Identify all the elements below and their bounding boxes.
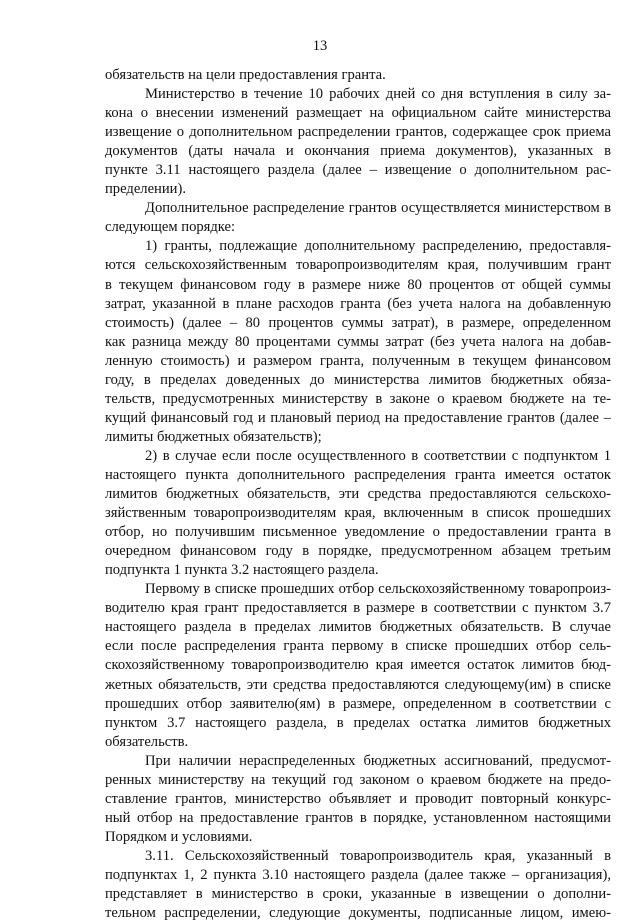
text-line: Первому в списке прошедших отбор сельскохозяйственному товаропроиз- <box>145 581 611 598</box>
paragraph <box>105 66 611 85</box>
text-line: 3.11. Сельскохозяйственный товаропроизводитель края, указанный в <box>145 847 611 864</box>
text-line: пределении). <box>105 181 186 198</box>
text-line: жетных обязательств, эти средства предоставляются следующему(им) в списке <box>105 676 611 693</box>
text-line: подпункта 1 пункта 3.2 настоящего раздела. <box>105 562 379 579</box>
text-line: документов (даты начала и окончания приема документов), указанных в <box>105 143 611 160</box>
text-line: водителю края грант предоставляется в размере в соответствии с пунктом 3.7 <box>105 600 611 617</box>
text-line: стоимость) (далее – 80 процентов суммы затрат), в размере, определенном <box>105 314 611 331</box>
text-line: пункте 3.11 настоящего раздела (далее – извещение о дополнительном рас- <box>105 162 611 179</box>
text-line: в текущем финансовом году в размере ниже 80 процентов от общей суммы <box>105 276 611 293</box>
paragraph <box>105 199 611 237</box>
text-line: году, в пределах доведенных до министерства лимитов бюджетных обяза- <box>105 371 611 388</box>
text-line: 2) в случае если после осуществленного в соответствии с подпунктом 1 <box>145 447 611 464</box>
paragraph <box>105 847 611 923</box>
text-line: ренных министерству на текущий год законом о краевом бюджете на предо- <box>105 771 611 788</box>
text-line: 1) гранты, подлежащие дополнительному распределению, предоставля- <box>145 238 611 255</box>
text-line: Министерство в течение 10 рабочих дней со дня вступления в силу за- <box>145 86 611 103</box>
text-line: ются сельскохозяйственным товаропроизводителям края, получившим грант <box>105 257 611 274</box>
text-line: кущий финансовый год и плановый период на предоставление грантов (далее – <box>105 409 611 426</box>
text-line: подпунктах 1, 2 пункта 3.10 настоящего раздела (далее также – организация), <box>105 866 611 883</box>
paragraph <box>105 85 611 199</box>
text-line: ный отбор на предоставление грантов в порядке, установленном настоящими <box>105 809 611 826</box>
text-line: лимиты бюджетных обязательств); <box>105 428 322 445</box>
text-line: представляет в министерство в сроки, указанные в извещении о дополни- <box>105 886 611 903</box>
text-line: обязательств на цели предоставления гранта. <box>105 67 386 83</box>
paragraph <box>105 237 611 447</box>
text-line: зяйственным товаропроизводителям края, включенным в список прошедших <box>105 505 611 522</box>
paragraph <box>105 580 611 751</box>
text-line: настоящего раздела в пределах лимитов бюджетных обязательств. В случае <box>105 619 611 636</box>
text-line: если после распределения гранта первому в списке прошедших отбор сель- <box>105 638 611 655</box>
text-line: настоящего пункта дополнительного распределения гранта имеется остаток <box>105 466 611 483</box>
text-line: отбор, но получившим письменное уведомление о предоставлении гранта в <box>105 524 611 541</box>
text-line: тельном распределении, следующие документы, подписанные лицом, имею- <box>105 905 611 922</box>
text-line: лимитов бюджетных обязательств, эти средства предоставляются сельскохо- <box>105 486 611 503</box>
document-body <box>105 66 611 923</box>
text-line: обязательств. <box>105 733 189 750</box>
paragraph <box>105 752 611 847</box>
text-line: Порядком и условиями. <box>105 828 253 845</box>
text-line: кона о внесении изменений размещает на официальном сайте министерства <box>105 105 611 122</box>
text-line: затрат, указанной в плане расходов гранта (без учета налога на добавленную <box>105 295 611 312</box>
text-line: Дополнительное распределение грантов осуществляется министерством в <box>145 200 611 217</box>
paragraph <box>105 447 611 580</box>
text-line: ставление грантов, министерство объявляет и проводит повторный конкурс- <box>105 790 611 807</box>
text-line: При наличии нераспределенных бюджетных ассигнований, предусмот- <box>145 752 611 769</box>
text-line: извещение о дополнительном распределении грантов, содержащее срок приема <box>105 124 611 141</box>
text-line: ленную стоимость) и размером гранта, полученным в текущем финансовом <box>105 352 611 369</box>
text-line: следующем порядке: <box>105 219 236 236</box>
text-line: очередном финансовом году в порядке, предусмотренном абзацем третьим <box>105 543 611 560</box>
text-line: как разница между 80 процентами суммы затрат (без учета налога на добав- <box>105 333 611 350</box>
text-line: пунктом 3.7 настоящего раздела, в пределах остатка лимитов бюджетных <box>105 714 611 731</box>
page-number: 13 <box>312 38 328 54</box>
text-line: прошедших отбор заявителю(ям) в размере, определенном в соответствии с <box>105 695 611 712</box>
text-line: тельств, предусмотренных министерству в законе о краевом бюджете на те- <box>105 390 611 407</box>
text-line: скохозяйственному товаропроизводителю края имеется остаток лимитов бюд- <box>105 657 611 674</box>
